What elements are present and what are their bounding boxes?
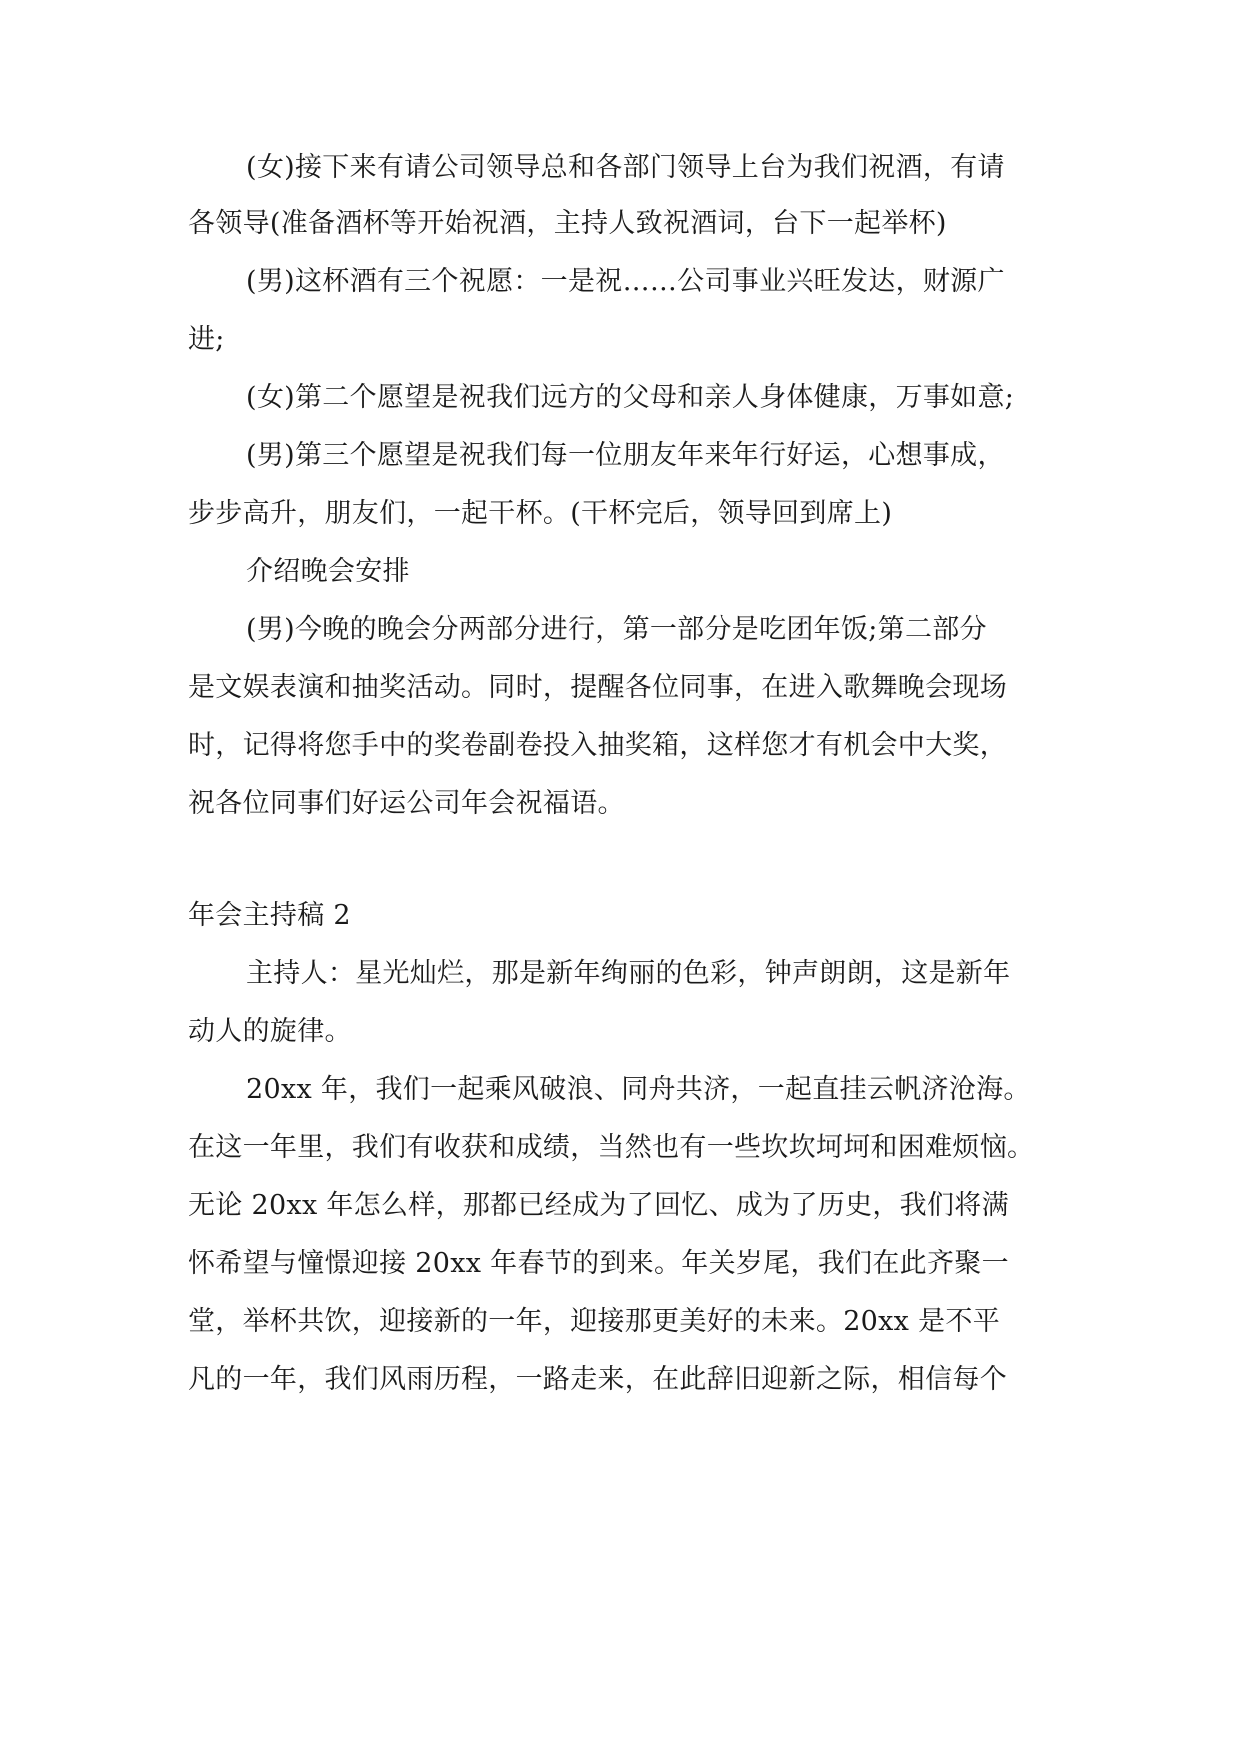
paragraph-line: 堂，举杯共饮，迎接新的一年，迎接那更美好的未来。20xx 是不平 xyxy=(188,1306,1000,1337)
paragraph-line: 无论 20xx 年怎么样，那都已经成为了回忆、成为了历史，我们将满 xyxy=(188,1190,1009,1221)
paragraph-line: 怀希望与憧憬迎接 20xx 年春节的到来。年关岁尾，我们在此齐聚一 xyxy=(188,1248,1009,1279)
paragraph-line: 主持人：星光灿烂，那是新年绚丽的色彩，钟声朗朗，这是新年 xyxy=(246,958,1011,989)
paragraph-line: 动人的旋律。 xyxy=(188,1016,352,1047)
paragraph-line: (女)第二个愿望是祝我们远方的父母和亲人身体健康，万事如意; xyxy=(246,382,1015,413)
paragraph-line: 各领导(准备酒杯等开始祝酒，主持人致祝酒词，台下一起举杯) xyxy=(188,208,947,239)
paragraph-line: (男)第三个愿望是祝我们每一位朋友年来年行好运，心想事成， xyxy=(246,440,1005,471)
paragraph-line: 凡的一年，我们风雨历程，一路走来，在此辞旧迎新之际，相信每个 xyxy=(188,1364,1007,1395)
paragraph-line: 祝各位同事们好运公司年会祝福语。 xyxy=(188,788,625,819)
paragraph-line: 是文娱表演和抽奖活动。同时，提醒各位同事，在进入歌舞晚会现场 xyxy=(188,672,1007,703)
section-heading: 年会主持稿 2 xyxy=(188,900,351,931)
paragraph-line: 进; xyxy=(188,324,225,355)
paragraph-line: 20xx 年，我们一起乘风破浪、同舟共济，一起直挂云帆济沧海。 xyxy=(246,1074,1031,1105)
paragraph-line: 在这一年里，我们有收获和成绩，当然也有一些坎坎坷坷和困难烦恼。 xyxy=(188,1132,1035,1163)
paragraph-line: (男)今晚的晚会分两部分进行，第一部分是吃团年饭;第二部分 xyxy=(246,614,987,645)
paragraph-line: (男)这杯酒有三个祝愿：一是祝……公司事业兴旺发达，财源广 xyxy=(246,266,1005,297)
paragraph-line: (女)接下来有请公司领导总和各部门领导上台为我们祝酒，有请 xyxy=(246,152,1005,183)
paragraph-line: 步步高升，朋友们，一起干杯。(干杯完后，领导回到席上) xyxy=(188,498,893,529)
paragraph-line: 时，记得将您手中的奖卷副卷投入抽奖箱，这样您才有机会中大奖， xyxy=(188,730,1007,761)
subheading: 介绍晚会安排 xyxy=(246,556,410,587)
